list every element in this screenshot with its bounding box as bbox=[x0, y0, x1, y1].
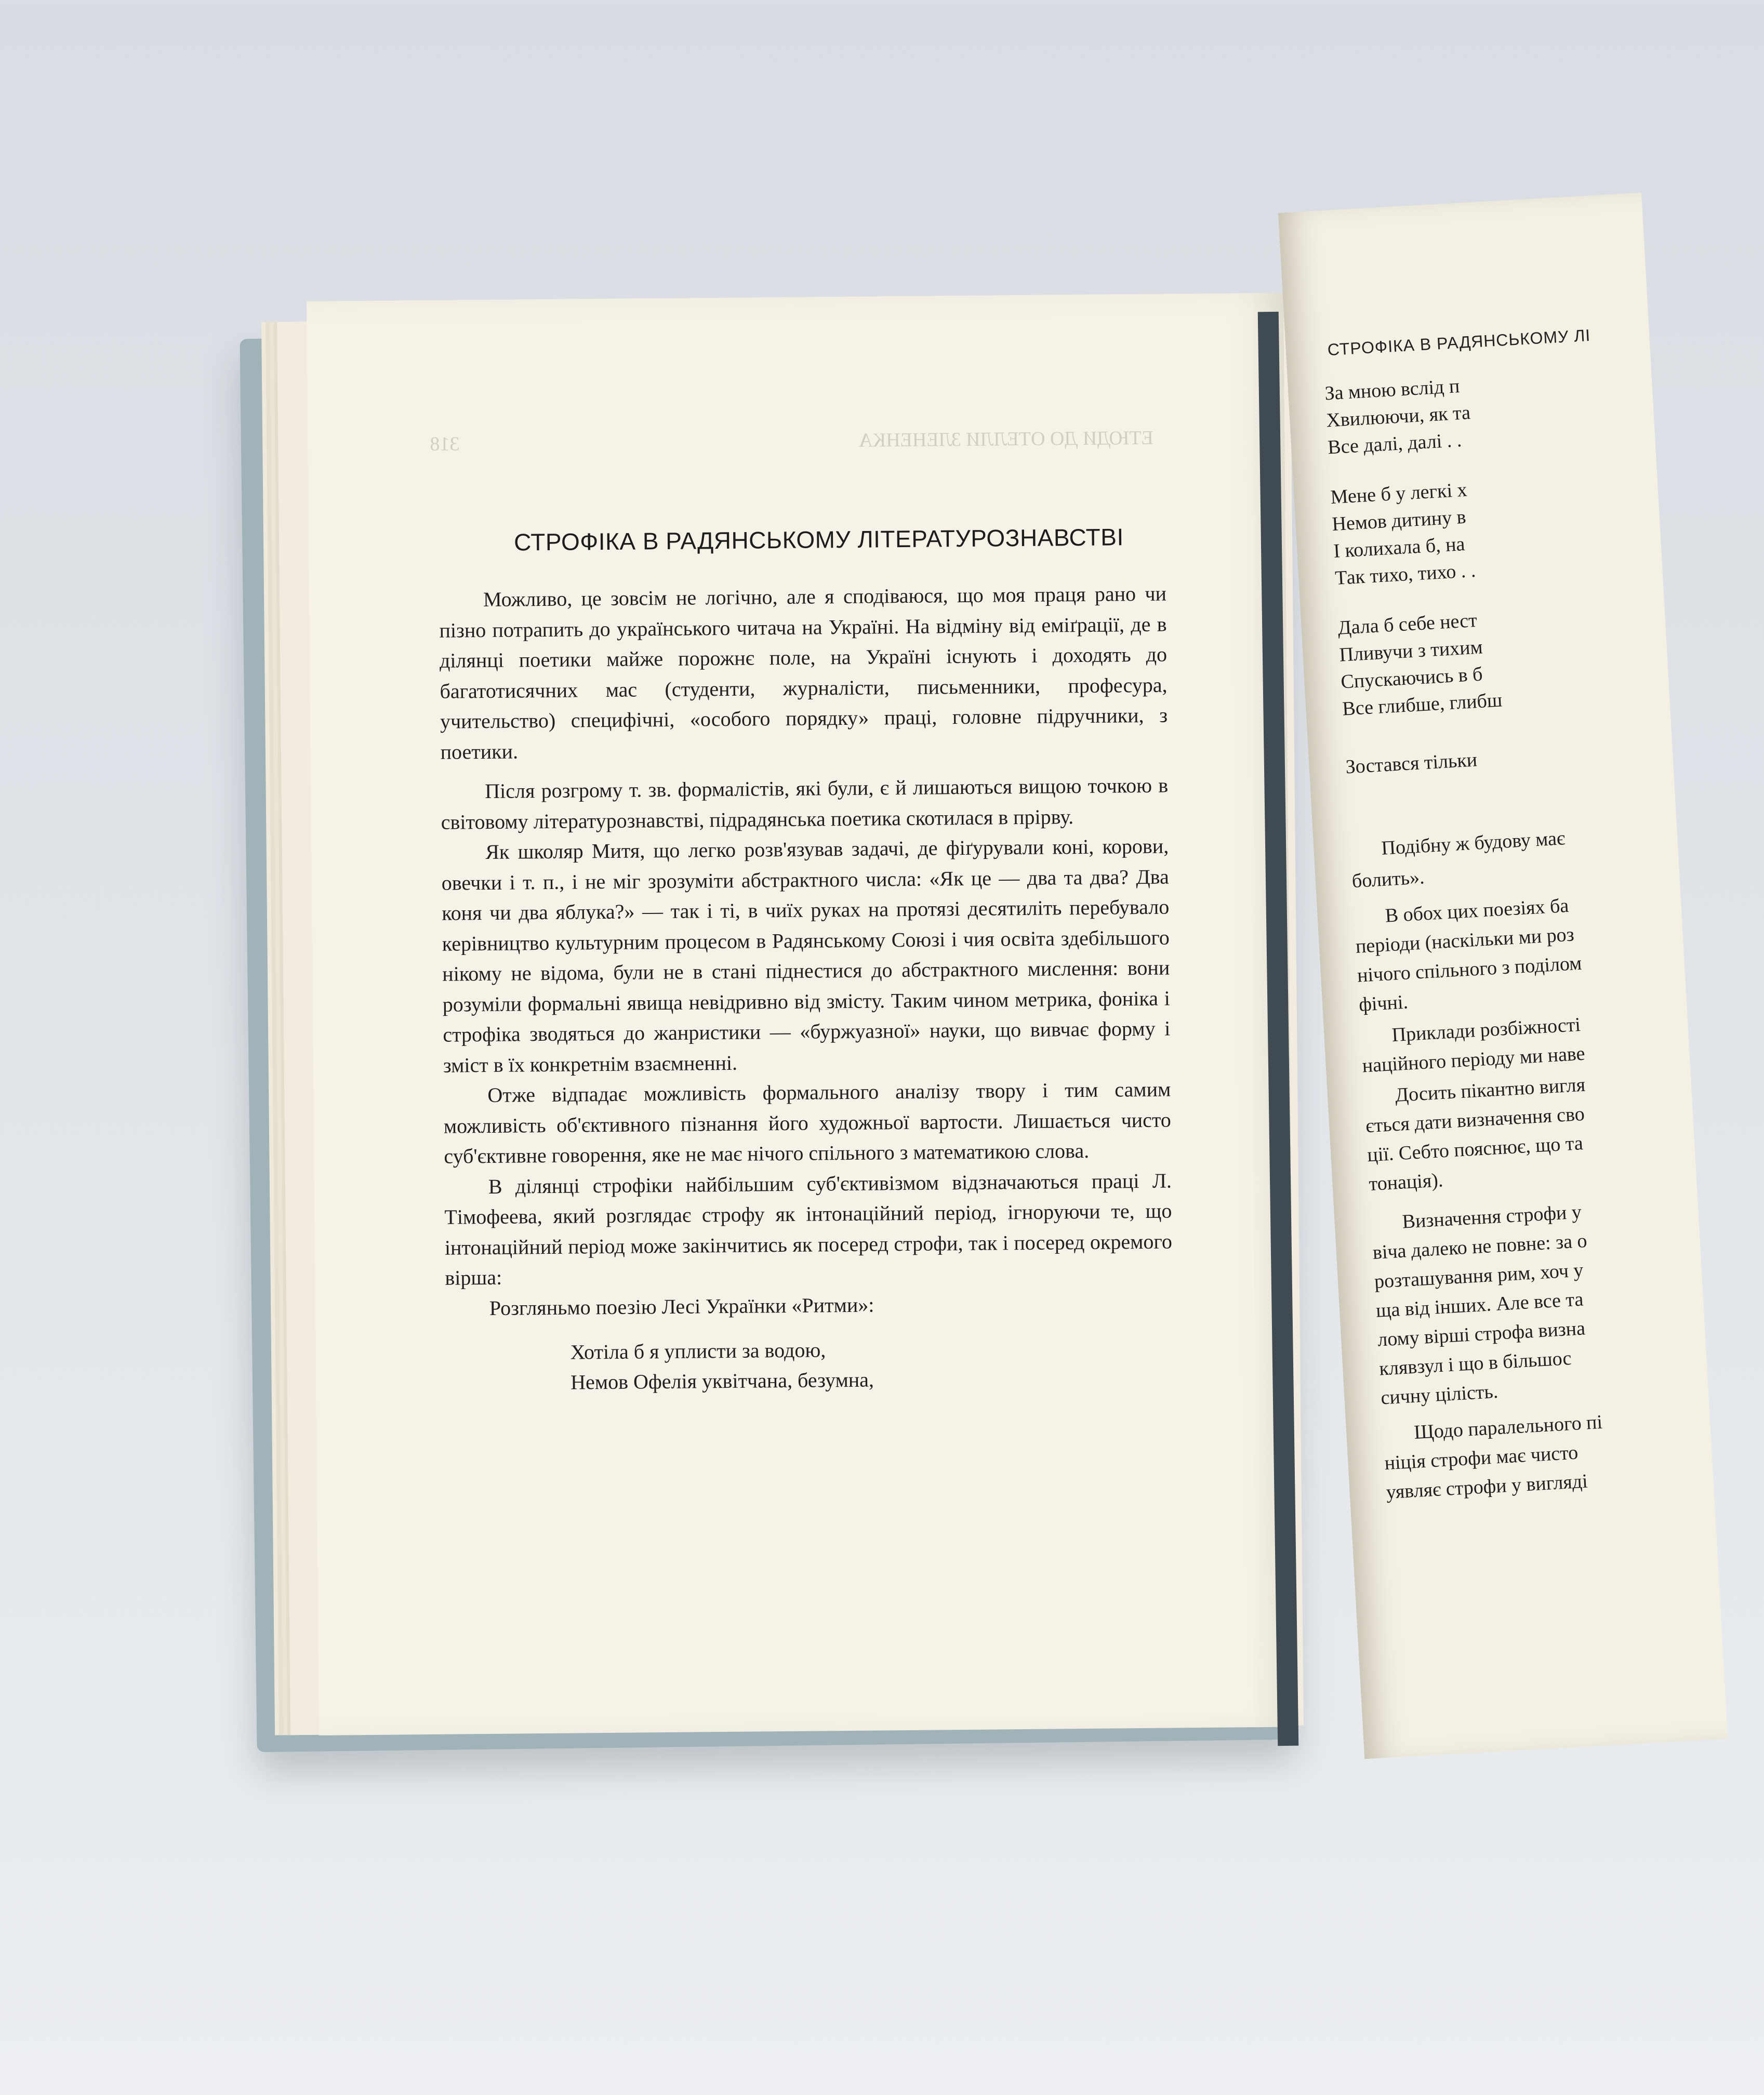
text-line: Дала б себе нест bbox=[1337, 609, 1478, 639]
body-text bbox=[439, 579, 1174, 1399]
text-line: Немов дитину в bbox=[1331, 506, 1467, 536]
show-through-page-number: 318 bbox=[430, 433, 460, 455]
text-line: наційного періоду ми наве bbox=[1361, 1042, 1586, 1077]
text-line: Пливучи з тихим bbox=[1338, 636, 1483, 666]
text-line: Щодо паралельного пі bbox=[1413, 1411, 1603, 1444]
text-line: ніція строфи має чисто bbox=[1384, 1441, 1579, 1475]
text-line: Все глибше, глибш bbox=[1342, 689, 1503, 720]
text-line: Приклади розбіжності bbox=[1391, 1013, 1581, 1046]
paragraph: Отже відпадає можливість формального аналізу твору і тим самим можливість об'єктивного пізнання його художньої вартости. Лишається чисто суб'єктивне говорення, яке не має нічого спільного з математикою слова. bbox=[443, 1077, 1171, 1168]
text-line: Визначення строфи у bbox=[1401, 1201, 1582, 1233]
text-line: Хвилюючи, як та bbox=[1325, 401, 1471, 432]
poem-line: Немов Офелія уквітчана, безумна, bbox=[570, 1368, 874, 1394]
text-line: Все далі, далі . . bbox=[1327, 429, 1463, 459]
text-line: ща від інших. Але все та bbox=[1375, 1288, 1584, 1322]
text-line: болить». bbox=[1351, 866, 1425, 893]
text-line: сичну цілість. bbox=[1380, 1380, 1499, 1409]
text-line: віча далеко не повне: за о bbox=[1372, 1229, 1588, 1264]
text-line: тонація). bbox=[1368, 1169, 1444, 1196]
text-line: періоди (наскільки ми роз bbox=[1355, 923, 1575, 958]
text-line: лому вірші строфа визна bbox=[1377, 1317, 1586, 1351]
text-line: Мене б у легкі х bbox=[1330, 479, 1468, 509]
text-line: фічні. bbox=[1358, 991, 1409, 1016]
text-line: розташування рим, хоч у bbox=[1373, 1259, 1584, 1293]
text-line: уявляє строфи у вигляді bbox=[1385, 1470, 1588, 1504]
left-page bbox=[307, 293, 1296, 1735]
text-line: нічого спільного з поділом bbox=[1356, 952, 1583, 987]
paragraph: В ділянці строфіки найбільшим суб'єктивізмом відзначаються праці Л. Тімофеева, який розглядає строфу як інтонаційний період, ігноруючи те, що інтонаційний період може закінчитись як посеред строфи, так і посеред окремого вірша: bbox=[444, 1169, 1173, 1290]
text-line: Спускаючись в б bbox=[1340, 663, 1483, 693]
paragraph: Як школяр Митя, що легко розв'язував задачі, де фіґурували коні, корови, овечки і т. п., і не міг зрозуміти абстрактного числа: «Як це — два та два? Два коня чи два яблука?» — так і ті, в чиїх руках на протязі десятиліть перебувало керівництво культурним процесом в Радянському Союзі і чия освіта здебільшого нікому не відома, були не в стані піднестися до абстрактного мислення: вони розуміли формальні явища невідривно від змісту. Таким чином метрика, фоніка і строфіка зводяться до жанристики — «буржуазної» науки, що вивчає форму і зміст в їх конкретнім взаємненні. bbox=[441, 834, 1171, 1077]
text-line: ється дати визначення сво bbox=[1365, 1103, 1585, 1137]
text-line: ції. Себто пояснює, що та bbox=[1367, 1132, 1584, 1166]
right-page-header: СТРОФІКА В РАДЯНСЬКОМУ ЛІ bbox=[1327, 325, 1591, 360]
text-line: І колихала б, на bbox=[1333, 533, 1466, 563]
text-line: Зостався тільки bbox=[1345, 749, 1478, 778]
page-title: СТРОФІКА В РАДЯНСЬКОМУ ЛІТЕРАТУРОЗНАВСТВІ bbox=[513, 523, 1124, 556]
text-line: клявзул і що в більшос bbox=[1378, 1347, 1572, 1380]
text-line: За мною вслід п bbox=[1324, 375, 1461, 405]
text-line: В обох цих поезіях ба bbox=[1384, 894, 1570, 927]
text-line: Досить пікантно вигля bbox=[1394, 1073, 1586, 1107]
poem-quote bbox=[570, 1332, 1173, 1398]
show-through-header: ЕТЮДИ ДО ОТЕЛЛИ ЗЛЕНЕНКА bbox=[858, 427, 1153, 452]
text-line: Так тихо, тихо . . bbox=[1334, 559, 1477, 589]
poem-line: Хотіла б я уплисти за водою, bbox=[570, 1338, 826, 1364]
right-page bbox=[1278, 193, 1728, 1759]
text-line: Подібну ж будову має bbox=[1381, 827, 1566, 859]
poem-intro: Розгляньмо поезію Лесі Українки «Ритми»: bbox=[489, 1293, 874, 1320]
paragraph: Можливо, це зовсім не логічно, але я сподіваюся, що моя праця рано чи пізно потрапить до українського читача на Україні. На відміну від еміґрації, де в ділянці поетики майже порожнє поле, на Україні існують і доходять до багатотисячних мас (студенти, журналісти, письменники, професура, учительство) специфічні, «особого порядку» праці, головне підручники, з поетики. bbox=[439, 581, 1168, 764]
right-page-text bbox=[1324, 362, 1687, 1504]
paragraph: Після розгрому т. зв. формалістів, які були, є й лишаються вищою точкою в світовому літературознавстві, підрадянська поетика скотилася в прірву. bbox=[441, 773, 1169, 834]
